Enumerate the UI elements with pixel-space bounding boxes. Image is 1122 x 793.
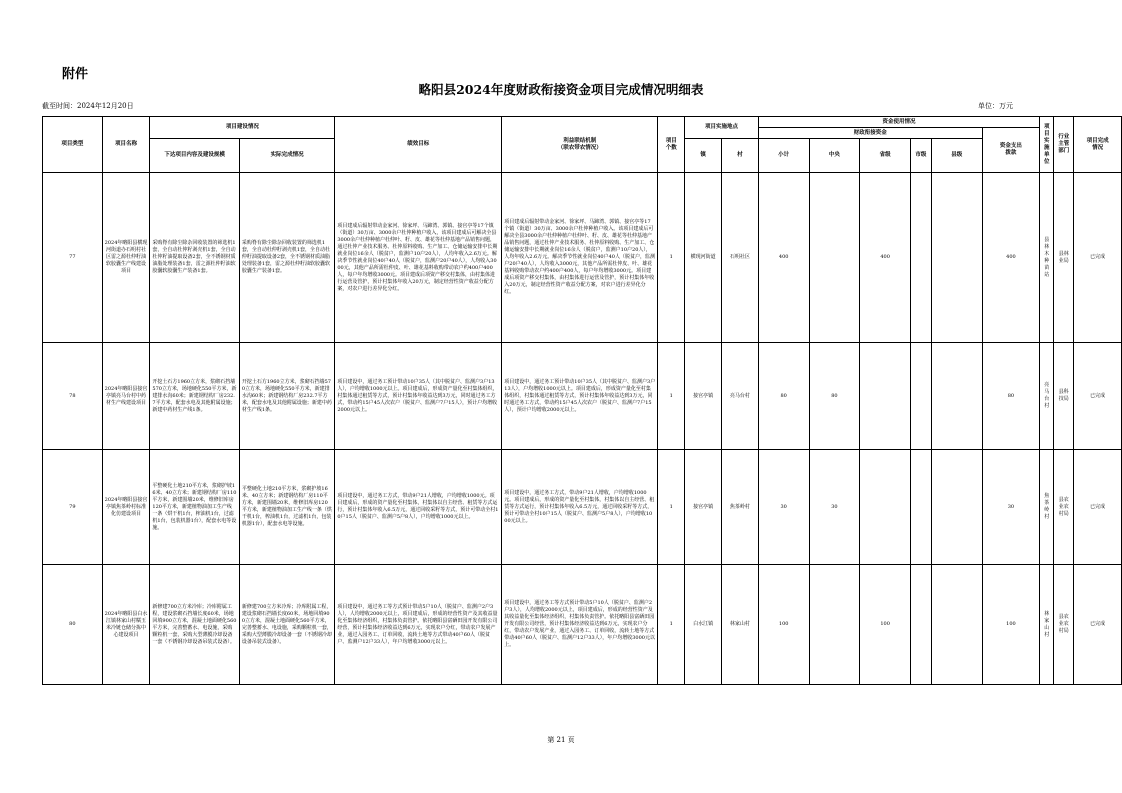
- row-planned: 平整硬化土地210平方米，浆砌护坡16米、40立方米；新建钢结构厂房110平方米，新建围墙20米，维修旧库房120平方米，新建植物油加工生产线一条（烘干机1台，榨油机1台，过滤机1台，包装机器1台），配套水电等设施。: [150, 450, 239, 565]
- table-row: [43, 173, 1122, 343]
- row-dept: 县农业农村局: [1054, 565, 1074, 685]
- header-construction: 项目建设情况: [150, 117, 335, 139]
- row-mechanism: 项目建设中，通过务工预计带动10户35人（其中脱贫户、监测户3户13人），户均增收1000元以上。项目建成后，形成资产量化至村集体组织，村集体通过租赁等方式，预计村集体年收益达到3万元，同时通过务工方式，带动约15户45人次农户（脱贫户、监测户7户15人），预计户均增收2000元以上。: [502, 343, 658, 450]
- row-village: 亮马台村: [722, 343, 759, 450]
- row-central: [809, 565, 860, 685]
- row-city: [910, 565, 931, 685]
- row-paid: 400: [982, 173, 1040, 343]
- row-central: [809, 173, 860, 343]
- header-city: 市级: [910, 139, 931, 173]
- header-dept: 行业 主管 部门: [1054, 117, 1074, 173]
- row-city: [910, 450, 931, 565]
- row-dept: 县林业局: [1054, 173, 1074, 343]
- row-actual: 平整硬化土地210平方米，浆砌护坡16米、40立方米；新建钢结构厂房110平方米，新建围墙20米，维修旧库房120平方米，新建植物油加工生产线一条（烘干机1台，榨油机1台，过滤机1台，包装机器1台），配套水电等设施。: [239, 450, 334, 565]
- row-mechanism: 项目建成后辐射带动金家河、徐家坪、马蹄湾、郭镇、接官亭等17个镇（街道）30万亩、3000余户杜仲种植户收入。该项目建成后可解决全县3000余户杜仲种植户杜仲叶、籽、皮、雄花等杜仲基地产品销售问题，通过杜仲产业技术服务、杜仲原料收购、生产加工、仓储运输安排中长期就业岗位16余人（脱贫户，监测户10户20人），人均年收入2.6万元。解决季节性就业岗位40户40人（脱贫户，监测户20户40人），人均收入3000元，其他产品所需杜仲皮、叶、雄花基料收购带动农户约400户400人，每户年均增收3000元。项目建成后项资产移交村集体，由村集体进行运营及管护，预计村集体年收入20万元，制定经营性资产收益分配方案，对农户进行差异化分红。: [502, 173, 658, 343]
- row-planned: 新修建700立方米冷库；冷库附属工程，建设浆砌石挡墙长度60米，场地回填900立方米，混凝土地面硬化560平方米，完善整蓄水、电设施，采购颗粒机一套，采购大型薄膜冷却设备一套（不锈钢冷却设备吊装式设备）。: [150, 565, 239, 685]
- row-no: 80: [43, 565, 103, 685]
- row-village: 石明社区: [722, 173, 759, 343]
- row-province: [860, 343, 911, 450]
- row-city: [910, 173, 931, 343]
- header-goal: 绩效目标: [335, 117, 502, 173]
- header-county: 县级: [931, 139, 982, 173]
- header-town: 镇: [685, 139, 722, 173]
- row-impl-unit: 林家山村: [1040, 565, 1054, 685]
- row-name: 2024年略阳县横现河街道办石明村社区雷之源杜仲籽油软胶囊生产线建设项目: [102, 173, 150, 343]
- header-location: 项目实施地点: [685, 117, 759, 139]
- row-city: [910, 343, 931, 450]
- row-no: 79: [43, 450, 103, 565]
- row-county: [931, 173, 982, 343]
- header-actual: 实际完成情况: [239, 139, 334, 173]
- row-dept: 县科技局: [1054, 343, 1074, 450]
- table-row: [43, 450, 1122, 565]
- row-village: 焦茶岭村: [722, 450, 759, 565]
- row-goal: 项目建设中，通过务工方式，带动9户21人增收，户均增收1000元。项目建成后，形成的资产量化至村集体，村集体以自主经营、租赁等方式运行，预计村集体年收入6.5万元，通过回收采籽等方式，预计可带动全村10户15人（脱贫户、监测户5户8人），户均增收1000元以上。: [335, 450, 502, 565]
- row-paid: 80: [982, 343, 1040, 450]
- header-village: 村: [722, 139, 759, 173]
- header-type: 项目类型: [43, 117, 103, 173]
- header-name: 项目名称: [102, 117, 150, 173]
- row-actual: 采购脊有除尘除杂回收装置的筛选机1套，全自动杜仲籽剥壳机1套，全自动杜仲籽油提取设备2套，全不锈钢材质油脂处理装备1套，雷之源杜仲籽油软胶囊软胶囊生产装备1套。: [239, 173, 334, 343]
- row-dept: 县农业农村局: [1054, 450, 1074, 565]
- row-impl-unit: 焦茶岭村: [1040, 450, 1054, 565]
- header-mechanism: 利益联结机制 （联农带农情况）: [502, 117, 658, 173]
- attachment-label: 附件: [62, 67, 89, 82]
- row-subtotal: 80: [758, 343, 809, 450]
- header-planned: 下达项目内容及建设规模: [150, 139, 239, 173]
- row-subtotal: 30: [758, 450, 809, 565]
- page-title: 略阳县2024年度财政衔接资金项目完成情况明细表: [418, 82, 704, 97]
- row-town: 接官亭镇: [685, 343, 722, 450]
- row-planned: 采购脊有除尘除杂回收装置的筛选机1套，全自动杜仲籽剥壳机1套，全自动杜仲籽油提取设备2套，全不锈钢材质油脂处理装备1套，雷之源杜仲籽油软胶囊软胶囊生产装备1套。: [150, 173, 239, 343]
- row-paid: 30: [982, 450, 1040, 565]
- header-central: 中央: [809, 139, 860, 173]
- row-mechanism: 项目建设中，通过务工方式，带动9户21人增收，户均增收1000元。项目建成后，形成的资产量化至村集体，村集体以自主经营、租赁等方式运行，预计村集体年收入6.5万元，通过回收采籽等方式，预计可带动全村10户15人（脱贫户、监测户5户8人），户均增收1000元以上。: [502, 450, 658, 565]
- date-line: 截至时间：2024年12月20日: [42, 102, 134, 110]
- row-actual: 新修建700立方米冷库；冷库附属工程，建设浆砌石挡墙长度60米，场地回填900立方米，混凝土地面硬化560平方米，完善整蓄水、电设施，采购颗粒机一套，采购大型薄膜冷却设备一套（不锈钢冷却设备吊装式设备）。: [239, 565, 334, 685]
- header-status: 项目完成 情况: [1074, 117, 1122, 173]
- row-status: 已完成: [1074, 565, 1122, 685]
- row-impl-unit: 县林木种苗站: [1040, 173, 1054, 343]
- row-province: 100: [860, 565, 911, 685]
- row-central: 80: [809, 343, 860, 450]
- row-mechanism: 项目建设中，通过务工等方式预计带动5户10人（脱贫户、监测户2户3人），人均增收2000元以上，项目建成后，形成的经营性资产及其收益量化至集体经济组织，村集体负责管护。依托略阳县富硒田园开发有限公司经营，预计村集体经济收益达到6万元，实现农户分红，带动农户发展产业，通过入园务工、订单回收，流转土地等方式带动40户60人（脱贫户、监测户12户33人），年户均增收3000元以上。: [502, 565, 658, 685]
- row-no: 78: [43, 343, 103, 450]
- row-name: 2024年略阳县白水江镇林家山村糯玉米冷链仓储分拣中心建设项目: [102, 565, 150, 685]
- row-central: 30: [809, 450, 860, 565]
- header-funds: 资金使用情况: [758, 117, 1039, 128]
- table-row: [43, 343, 1122, 450]
- row-goal: 项目建成后辐射带动金家河、徐家坪、马蹄湾、郭镇、接官亭等17个镇（街道）30万亩、3000余户杜仲种植户收入，该项目建成后可解决全县3000余户杜仲种植户杜仲叶、籽、皮、雄花等杜仲基地产品销售问题，通过杜仲产业技术服务、杜仲原料收购、生产加工、仓储运输安排中长期就业岗位16余人（脱贫户，监测户10户20人），人均年收入2.6万元。解决季节性就业岗位40户40人（脱贫户，监测户20户40人），人均收入3000元，其他产品所需杜仲皮、叶、雄花基料收购带动农户约400户400人，每户年均增收3000元。项目建成后项资产移交村集体，由村集体进行运营及管护，预计村集体年收入20万元，制定经营性资产收益分配方案，对农户进行差异化分红。: [335, 173, 502, 343]
- row-no: 77: [43, 173, 103, 343]
- table-row: [43, 565, 1122, 685]
- row-name: 2024年略阳县接官亭镇亮马台村中药材生产线建设项目: [102, 343, 150, 450]
- row-count: 1: [658, 343, 685, 450]
- header-fiscal: 财政衔接资金: [758, 128, 982, 139]
- row-planned: 开挖土石方1960立方米，浆砌石挡墙570立方米，场地硬化550平方米，新建排水沟60米；新建钢结构厂房232.7平方米，配套水电及其他附属设施；新建中药材生产线1条。: [150, 343, 239, 450]
- row-county: [931, 450, 982, 565]
- row-province: 400: [860, 173, 911, 343]
- row-county: [931, 343, 982, 450]
- row-status: 已完成: [1074, 343, 1122, 450]
- row-name: 2024年略阳县接官亭镇焦茶岭村标准化仿建设项目: [102, 450, 150, 565]
- row-goal: 项目建设中，通过务工等方式预计带动5户10人（脱贫户、监测户2户3人），人均增收2000元以上，项目建成后，形成的经营性资产及其收益量化至集体经济组织，村集体负责管护。依托略阳县富硒田园开发有限公司经营，预计村集体经济收益达到6万元，实现农户分红，带动农户发展产业，通过入园务工、订单回收，流转土地等方式带动40户60人（脱贫户、监测户12户33人），年户均增收3000元以上。: [335, 565, 502, 685]
- row-goal: 项目建设中，通过务工预计带动10户35人（其中脱贫户、监测户3户13人），户均增收1000元以上。项目建成后，形成资产量化至村集体组织，村集体通过租赁等方式，预计村集体年收益达到3万元，同时通过务工方式，带动约15户45人次农户（脱贫户、监测户7户15人），预计户均增收2000元以上。: [335, 343, 502, 450]
- row-status: 已完成: [1074, 450, 1122, 565]
- row-town: 横现河街道: [685, 173, 722, 343]
- row-county: [931, 565, 982, 685]
- row-province: [860, 450, 911, 565]
- row-town: 白水江镇: [685, 565, 722, 685]
- row-subtotal: 400: [758, 173, 809, 343]
- row-impl-unit: 亮马台村: [1040, 343, 1054, 450]
- row-count: 1: [658, 173, 685, 343]
- row-status: 已完成: [1074, 173, 1122, 343]
- row-paid: 100: [982, 565, 1040, 685]
- header-subtotal: 小计: [758, 139, 809, 173]
- project-table: [42, 116, 1122, 685]
- header-paid: 资金支出 拨款: [982, 128, 1040, 173]
- header-impl-unit: 项目 实施 单位: [1040, 117, 1054, 173]
- header-count: 项目 个数: [658, 117, 685, 173]
- page-number: 第 21 页: [547, 736, 575, 744]
- row-count: 1: [658, 450, 685, 565]
- row-village: 林家山村: [722, 565, 759, 685]
- row-town: 接官亭镇: [685, 450, 722, 565]
- row-subtotal: 100: [758, 565, 809, 685]
- row-actual: 开挖土石方1960立方米，浆砌石挡墙570立方米，场地硬化550平方米，新建排水沟60米；新建钢结构厂房232.7平方米，配套水电及其他附属设施；新建中药材生产线1条。: [239, 343, 334, 450]
- unit-label: 单位：万元: [978, 102, 1013, 110]
- row-count: 1: [658, 565, 685, 685]
- header-province: 省级: [860, 139, 911, 173]
